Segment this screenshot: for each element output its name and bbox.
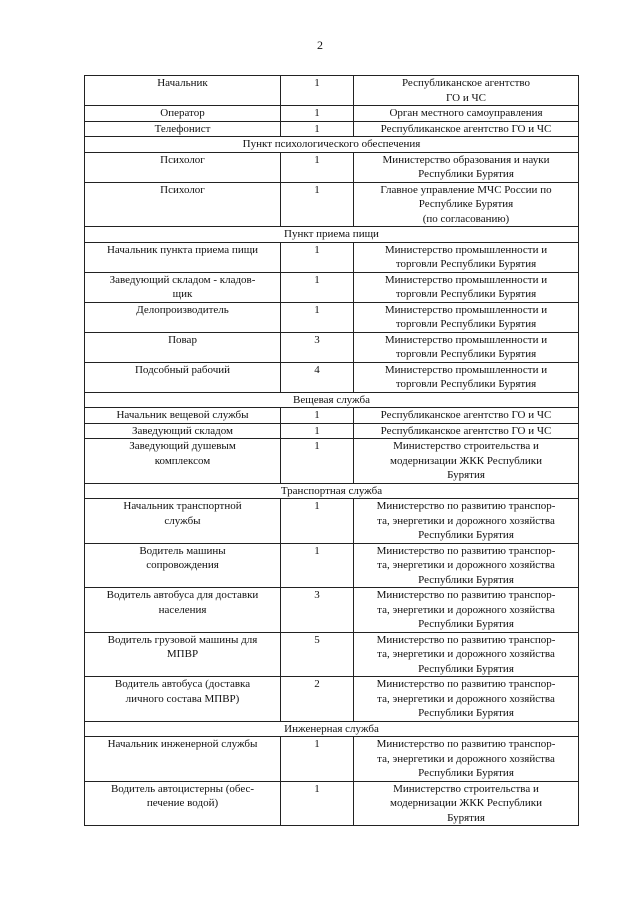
position-cell: Оператор	[85, 106, 281, 122]
table-row	[85, 332, 579, 362]
count-cell: 1	[281, 781, 354, 826]
table-row	[85, 439, 579, 484]
position-cell: Водитель автобуса (доставка личного состава МПВР)	[85, 677, 281, 722]
table-row	[85, 677, 579, 722]
position-cell: Начальник инженерной службы	[85, 737, 281, 782]
position-cell: Подсобный рабочий	[85, 362, 281, 392]
table-row	[85, 408, 579, 424]
source-organization-cell: Министерство по развитию транспор- та, энергетики и дорожного хозяйства Республики Бурятия	[354, 737, 579, 782]
table-row	[85, 152, 579, 182]
count-cell: 1	[281, 106, 354, 122]
table-row	[85, 182, 579, 227]
table-row	[85, 781, 579, 826]
count-cell: 2	[281, 677, 354, 722]
count-cell: 1	[281, 272, 354, 302]
position-cell: Делопроизводитель	[85, 302, 281, 332]
staff-table	[84, 75, 579, 826]
count-cell: 5	[281, 632, 354, 677]
count-cell: 3	[281, 588, 354, 633]
count-cell: 3	[281, 332, 354, 362]
count-cell: 1	[281, 182, 354, 227]
source-organization-cell: Республиканское агентство ГО и ЧС	[354, 408, 579, 424]
position-cell: Начальник транспортной службы	[85, 499, 281, 544]
section-title: Инженерная служба	[85, 721, 579, 737]
source-organization-cell: Министерство по развитию транспор- та, энергетики и дорожного хозяйства Республики Бурятия	[354, 543, 579, 588]
section-title: Пункт приема пищи	[85, 227, 579, 243]
source-organization-cell: Министерство промышленности и торговли Республики Бурятия	[354, 242, 579, 272]
source-organization-cell: Министерство промышленности и торговли Республики Бурятия	[354, 332, 579, 362]
section-header-row	[85, 137, 579, 153]
position-cell: Начальник вещевой службы	[85, 408, 281, 424]
source-organization-cell: Министерство по развитию транспор- та, энергетики и дорожного хозяйства Республики Бурятия	[354, 588, 579, 633]
table-row	[85, 76, 579, 106]
source-organization-cell: Министерство промышленности и торговли Республики Бурятия	[354, 272, 579, 302]
source-organization-cell: Главное управление МЧС России по Республике Бурятия (по согласованию)	[354, 182, 579, 227]
position-cell: Заведующий душевым комплексом	[85, 439, 281, 484]
count-cell: 1	[281, 76, 354, 106]
position-cell: Начальник	[85, 76, 281, 106]
page-number: 2	[317, 38, 323, 52]
count-cell: 1	[281, 499, 354, 544]
source-organization-cell: Министерство строительства и модернизации ЖКК Республики Бурятия	[354, 781, 579, 826]
count-cell: 1	[281, 737, 354, 782]
position-cell: Водитель автобуса для доставки населения	[85, 588, 281, 633]
source-organization-cell: Республиканское агентство ГО и ЧС	[354, 121, 579, 137]
position-cell: Водитель автоцистерны (обес- печение водой)	[85, 781, 281, 826]
count-cell: 4	[281, 362, 354, 392]
section-title: Транспортная служба	[85, 483, 579, 499]
section-header-row	[85, 392, 579, 408]
table-row	[85, 362, 579, 392]
table-row	[85, 272, 579, 302]
table-row	[85, 106, 579, 122]
table-row	[85, 737, 579, 782]
count-cell: 1	[281, 423, 354, 439]
count-cell: 1	[281, 121, 354, 137]
table-row	[85, 302, 579, 332]
position-cell: Водитель грузовой машины для МПВР	[85, 632, 281, 677]
table-row	[85, 588, 579, 633]
position-cell: Заведующий складом	[85, 423, 281, 439]
source-organization-cell: Республиканское агентство ГО и ЧС	[354, 423, 579, 439]
table-row	[85, 423, 579, 439]
staff-table-body	[85, 76, 579, 826]
count-cell: 1	[281, 408, 354, 424]
count-cell: 1	[281, 439, 354, 484]
position-cell: Заведующий складом - кладов- щик	[85, 272, 281, 302]
table-row	[85, 632, 579, 677]
source-organization-cell: Министерство по развитию транспор- та, энергетики и дорожного хозяйства Республики Бурятия	[354, 499, 579, 544]
position-cell: Психолог	[85, 182, 281, 227]
table-row	[85, 121, 579, 137]
count-cell: 1	[281, 152, 354, 182]
position-cell: Телефонист	[85, 121, 281, 137]
source-organization-cell: Орган местного самоуправления	[354, 106, 579, 122]
section-header-row	[85, 721, 579, 737]
position-cell: Повар	[85, 332, 281, 362]
count-cell: 1	[281, 543, 354, 588]
source-organization-cell: Республиканское агентство ГО и ЧС	[354, 76, 579, 106]
table-row	[85, 499, 579, 544]
position-cell: Психолог	[85, 152, 281, 182]
source-organization-cell: Министерство промышленности и торговли Республики Бурятия	[354, 362, 579, 392]
section-title: Вещевая служба	[85, 392, 579, 408]
position-cell: Водитель машины сопровождения	[85, 543, 281, 588]
source-organization-cell: Министерство по развитию транспор- та, энергетики и дорожного хозяйства Республики Бурятия	[354, 677, 579, 722]
source-organization-cell: Министерство строительства и модернизации ЖКК Республики Бурятия	[354, 439, 579, 484]
section-header-row	[85, 227, 579, 243]
section-header-row	[85, 483, 579, 499]
source-organization-cell: Министерство промышленности и торговли Республики Бурятия	[354, 302, 579, 332]
source-organization-cell: Министерство образования и науки Республики Бурятия	[354, 152, 579, 182]
table-row	[85, 242, 579, 272]
source-organization-cell: Министерство по развитию транспор- та, энергетики и дорожного хозяйства Республики Бурятия	[354, 632, 579, 677]
table-row	[85, 543, 579, 588]
section-title: Пункт психологического обеспечения	[85, 137, 579, 153]
count-cell: 1	[281, 302, 354, 332]
position-cell: Начальник пункта приема пищи	[85, 242, 281, 272]
count-cell: 1	[281, 242, 354, 272]
